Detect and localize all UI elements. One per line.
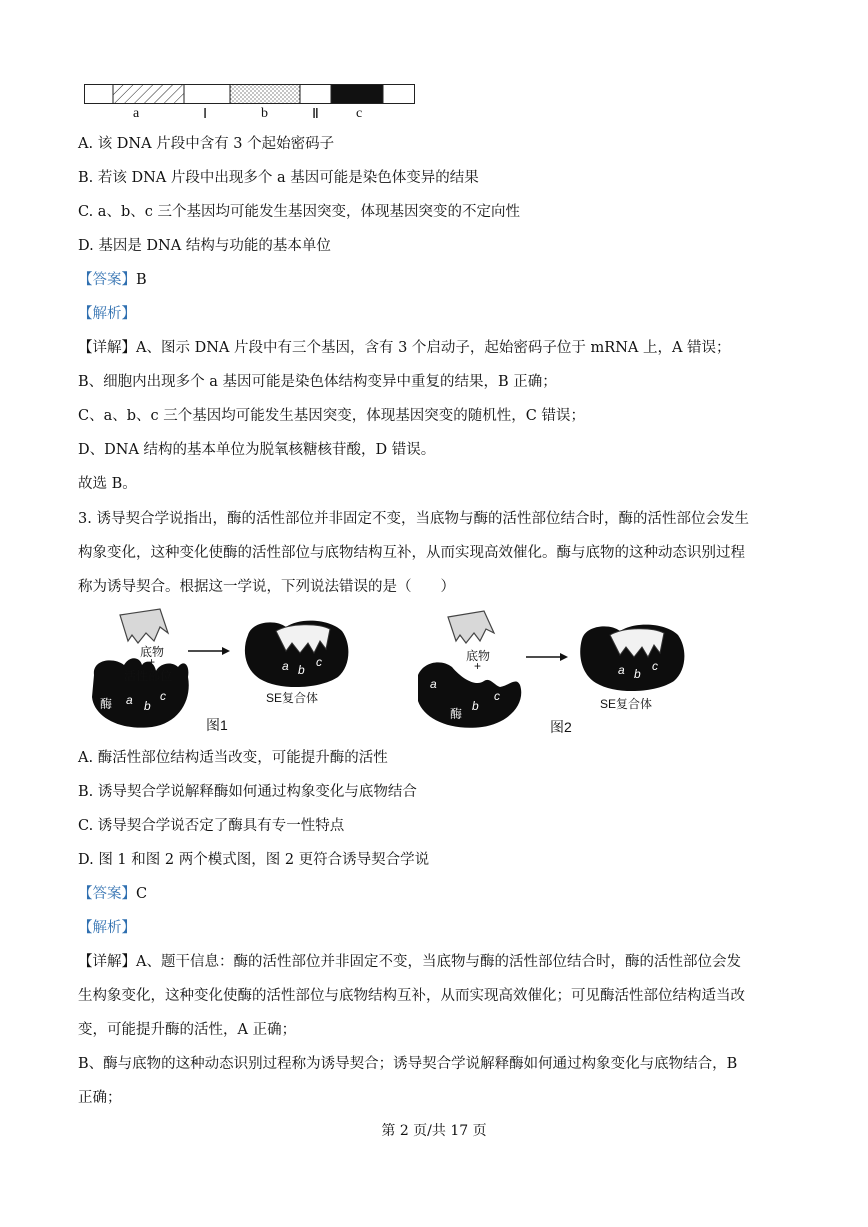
fig1-complex-site-c: c (316, 655, 322, 669)
q3-stem-line-1: 3. 诱导契合学说指出，酶的活性部位并非固定不变，当底物与酶的活性部位结合时，酶的活性部位会发生 (78, 511, 749, 527)
fig1-complex-site-b: b (298, 663, 305, 677)
answer-tag: 【答案】 (78, 272, 136, 288)
fig2-site-c: c (494, 689, 500, 703)
gene-c-region (331, 85, 383, 104)
page-footer: 第 2 页/共 17 页 (381, 1123, 487, 1139)
answer-value: C (136, 886, 148, 902)
fig2-site-a: a (430, 677, 437, 691)
fig1-substrate-shape (120, 609, 168, 643)
fig2-complex-site-a: a (618, 663, 625, 677)
q3-option-c: C. 诱导契合学说否定了酶具有专一性特点 (78, 818, 345, 834)
fig1-complex-label: SE复合体 (266, 691, 319, 705)
fig2-substrate-label: 底物 (466, 649, 491, 663)
q2-detail-line-2: B、细胞内出现多个 a 基因可能是染色体结构变异中重复的结果，B 正确； (78, 374, 557, 390)
fig1-active-site-label: 活性部位 (124, 669, 173, 683)
dna-label-I: Ⅰ (203, 107, 208, 122)
q3-detail-line-4: B、酶与底物的这种动态识别过程称为诱导契合；诱导契合学说解释酶如何通过构象变化与底物结合，B (78, 1056, 738, 1072)
q3-option-a: A. 酶活性部位结构适当改变，可能提升酶的活性 (78, 750, 388, 766)
q2-analysis-tag: 【解析】 (78, 306, 136, 322)
fig2-caption: 图2 (550, 719, 572, 735)
q3-answer (78, 884, 147, 904)
answer-value: B (136, 272, 147, 288)
detail-tag: 【详解】 (78, 954, 136, 970)
q3-detail-line-5: 正确； (78, 1090, 122, 1106)
fig2-site-b: b (472, 699, 479, 713)
fig1-complex-site-a: a (282, 659, 289, 673)
q2-detail-line-3: C、a、b、c 三个基因均可能发生基因突变，体现基因突变的随机性，C 错误； (78, 408, 585, 424)
gene-b-region (230, 85, 300, 104)
q2-detail-line-5: 故选 B。 (78, 476, 137, 492)
q3-detail-line-3: 变，可能提升酶的活性，A 正确； (78, 1022, 297, 1038)
q2-answer (78, 270, 147, 290)
fig1-caption: 图1 (206, 717, 228, 733)
fig2-substrate-shape (448, 611, 494, 643)
fig1-substrate-label: 底物 (140, 645, 165, 659)
q2-option-b: B. 若该 DNA 片段中出现多个 a 基因可能是染色体变异的结果 (78, 170, 479, 186)
q3-stem-line-3: 称为诱导契合。根据这一学说，下列说法错误的是（ ） (78, 579, 455, 595)
fig2-complex-site-c: c (652, 659, 658, 673)
q2-detail-line-1 (78, 338, 731, 358)
answer-tag: 【答案】 (78, 886, 136, 902)
dna-label-c: c (356, 106, 363, 121)
enzyme-model-figure (80, 605, 780, 740)
q3-stem-line-2: 构象变化，这种变化使酶的活性部位与底物结构互补，从而实现高效催化。酶与底物的这种动态识别过程 (78, 545, 745, 561)
enzyme-figure-shapes (80, 605, 780, 740)
q3-detail-line-1 (78, 952, 741, 972)
fig2-enzyme-shape (418, 662, 521, 727)
fig1-plus-label: + (148, 655, 156, 669)
detail-text: A、题干信息：酶的活性部位并非固定不变，当底物与酶的活性部位结合时，酶的活性部位会发 (136, 954, 741, 970)
q3-analysis-tag: 【解析】 (78, 920, 136, 936)
fig1-site-b: b (144, 699, 151, 713)
fig1-enzyme-label: 酶 (100, 697, 113, 711)
fig2-complex-label: SE复合体 (600, 697, 653, 711)
detail-tag: 【详解】 (78, 340, 136, 356)
q2-detail-line-4: D、DNA 结构的基本单位为脱氧核糖核苷酸，D 错误。 (78, 442, 436, 458)
dna-label-b: b (261, 106, 268, 121)
fig1-site-c: c (160, 689, 166, 703)
fig1-site-a: a (126, 693, 133, 707)
detail-text: A、图示 DNA 片段中有三个基因，含有 3 个启动子，起始密码子位于 mRNA 上，A 错误； (136, 340, 731, 356)
q2-option-a: A. 该 DNA 片段中含有 3 个起始密码子 (78, 136, 335, 152)
gene-a-region (113, 85, 184, 104)
q3-option-b: B. 诱导契合学说解释酶如何通过构象变化与底物结合 (78, 784, 417, 800)
fig2-enzyme-label: 酶 (450, 707, 463, 721)
q2-option-d: D. 基因是 DNA 结构与功能的基本单位 (78, 238, 331, 254)
fig2-plus-label: + (474, 659, 482, 673)
dna-label-a: a (133, 106, 140, 121)
dna-label-II: Ⅱ (312, 107, 319, 122)
q3-detail-line-2: 生构象变化，这种变化使酶的活性部位与底物结构互补，从而实现高效催化；可见酶活性部位结构适当改 (78, 988, 745, 1004)
fig2-complex-site-b: b (634, 667, 641, 681)
q3-option-d: D. 图 1 和图 2 两个模式图，图 2 更符合诱导契合学说 (78, 852, 430, 868)
q2-option-c: C. a、b、c 三个基因均可能发生基因突变，体现基因突变的不定向性 (78, 204, 520, 220)
